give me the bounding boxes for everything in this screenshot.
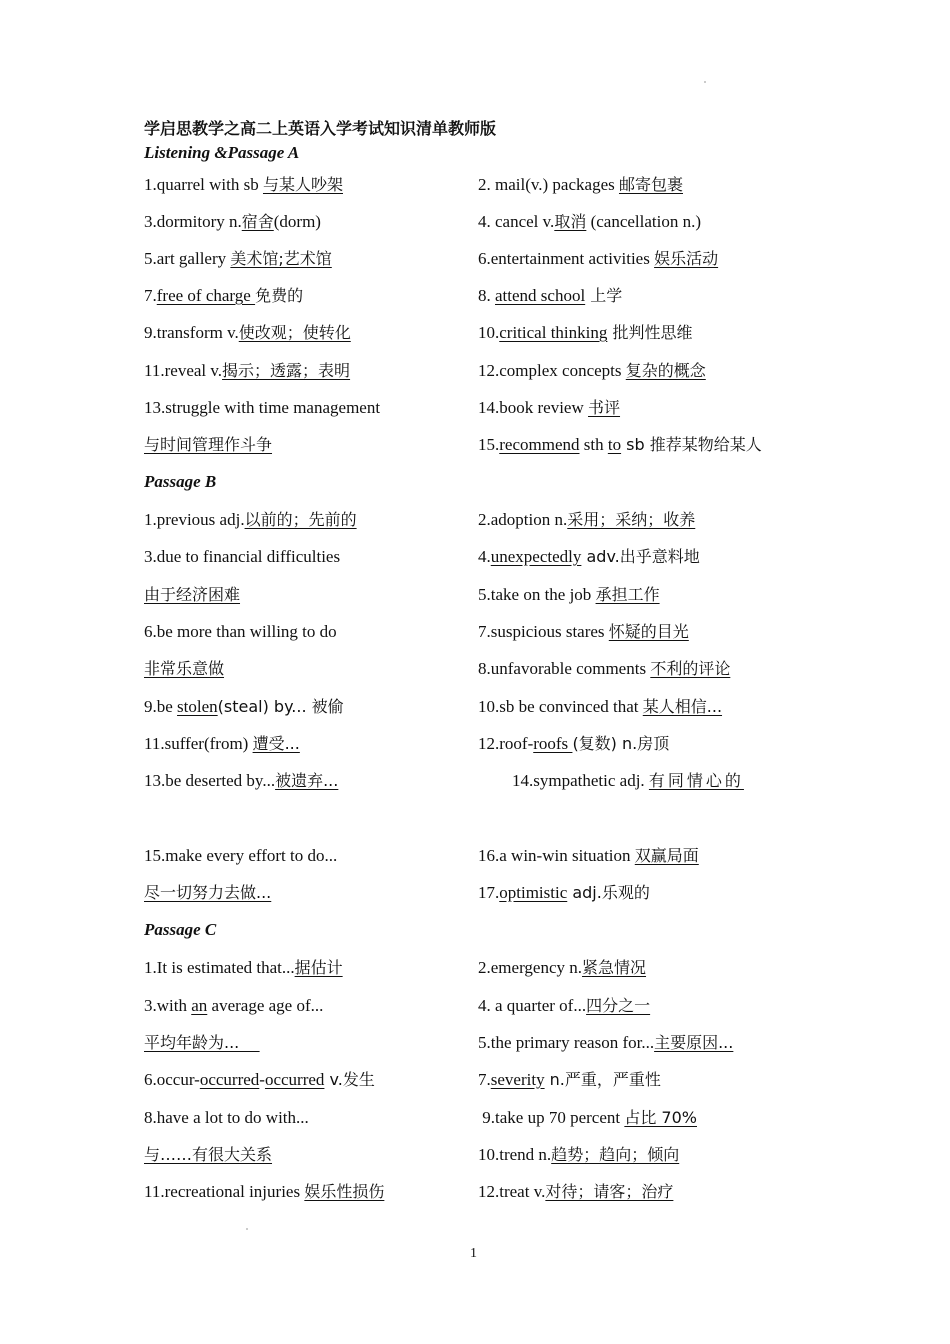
vocab-item: 8.unfavorable comments 不利的评论	[478, 659, 731, 678]
vocab-item: 12.roof-roofs (复数) n.房顶	[478, 734, 670, 753]
vocab-item: 5.the primary reason for...主要原因...	[478, 1033, 734, 1052]
vocab-item: 2.emergency n.紧急情况	[478, 958, 647, 977]
vocab-item: 9.be stolen(steal) by... 被偷	[144, 697, 344, 716]
vocab-item: 8. attend school 上学	[478, 286, 623, 305]
vocab-item: 9.take up 70 percent 占比 70%	[478, 1108, 697, 1127]
vocab-item: 3.due to financial difficulties	[144, 547, 341, 566]
vocab-translation: 与时间管理作斗争	[144, 435, 273, 454]
vocab-item: 11.reveal v.揭示；透露；表明	[144, 361, 351, 380]
vocab-translation: 由于经济困难	[144, 585, 241, 604]
vocab-item: 5.art gallery 美术馆;艺术馆	[144, 249, 332, 268]
vocab-item: 5.take on the job 承担工作	[478, 585, 660, 604]
vocab-item: 8.have a lot to do with...	[144, 1108, 309, 1127]
section-heading-c: Passage C	[144, 920, 217, 939]
vocab-item: 2.adoption n.采用；采纳；收养	[478, 510, 696, 529]
vocab-translation: 平均年龄为...	[144, 1033, 260, 1052]
vocab-item: 14.book review 书评	[478, 398, 621, 417]
vocab-item: 4.unexpectedly adv.出乎意料地	[478, 547, 700, 566]
vocab-item: 6.occur-occurred-occurred v.发生	[144, 1070, 375, 1089]
vocab-item: 14.sympathetic adj. 有同情心的	[512, 771, 744, 790]
vocab-item: 11.recreational injuries 娱乐性损伤	[144, 1182, 385, 1201]
vocab-item: 12.treat v.对待；请客；治疗	[478, 1182, 674, 1201]
vocab-item: 4. cancel v.取消 (cancellation n.)	[478, 212, 702, 231]
vocab-item: 11.suffer(from) 遭受...	[144, 734, 300, 753]
vocab-item: 2. mail(v.) packages 邮寄包裹	[478, 175, 683, 194]
vocab-item: 12.complex concepts 复杂的概念	[478, 361, 706, 380]
vocab-item: 10.critical thinking 批判性思维	[478, 323, 693, 342]
section-heading-b: Passage B	[144, 472, 217, 491]
vocab-item: 15.recommend sth to sb 推荐某物给某人	[478, 435, 762, 454]
vocab-item: 9.transform v.使改观；使转化	[144, 323, 351, 342]
vocab-item: 10.sb be convinced that 某人相信...	[478, 697, 723, 716]
vocab-item: 7.free of charge 免费的	[144, 286, 304, 305]
vocab-item: 13.be deserted by...被遗弃...	[144, 771, 339, 790]
vocab-translation: 尽一切努力去做...	[144, 883, 272, 902]
page-number: 1	[470, 1246, 477, 1261]
scan-speck	[246, 1228, 248, 1230]
vocab-translation: 非常乐意做	[144, 659, 225, 678]
vocab-item: 6.entertainment activities 娱乐活动	[478, 249, 719, 268]
vocab-item: 3.dormitory n.宿舍(dorm)	[144, 212, 321, 231]
vocab-item: 6.be more than willing to do	[144, 622, 337, 641]
vocab-item: 17.optimistic adj.乐观的	[478, 883, 650, 902]
vocab-item: 15.make every effort to do...	[144, 846, 338, 865]
scan-speck	[704, 81, 706, 83]
vocab-translation: 与……有很大关系	[144, 1145, 273, 1164]
vocab-item: 1.previous adj.以前的；先前的	[144, 510, 357, 529]
vocab-item: 7.severity n.严重，严重性	[478, 1070, 661, 1089]
vocab-item: 4. a quarter of...四分之一	[478, 996, 651, 1015]
vocab-item: 7.suspicious stares 怀疑的目光	[478, 622, 689, 641]
vocab-item: 1.quarrel with sb 与某人吵架	[144, 175, 343, 194]
vocab-item: 3.with an average age of...	[144, 996, 324, 1015]
vocab-item: 13.struggle with time management	[144, 398, 381, 417]
page-title: 学启思教学之高二上英语入学考试知识清单教师版	[144, 119, 497, 138]
vocab-item: 10.trend n.趋势；趋向；倾向	[478, 1145, 680, 1164]
vocab-item: 16.a win-win situation 双赢局面	[478, 846, 699, 865]
section-heading-a: Listening &Passage A	[144, 143, 300, 162]
vocab-item: 1.It is estimated that...据估计	[144, 958, 343, 977]
